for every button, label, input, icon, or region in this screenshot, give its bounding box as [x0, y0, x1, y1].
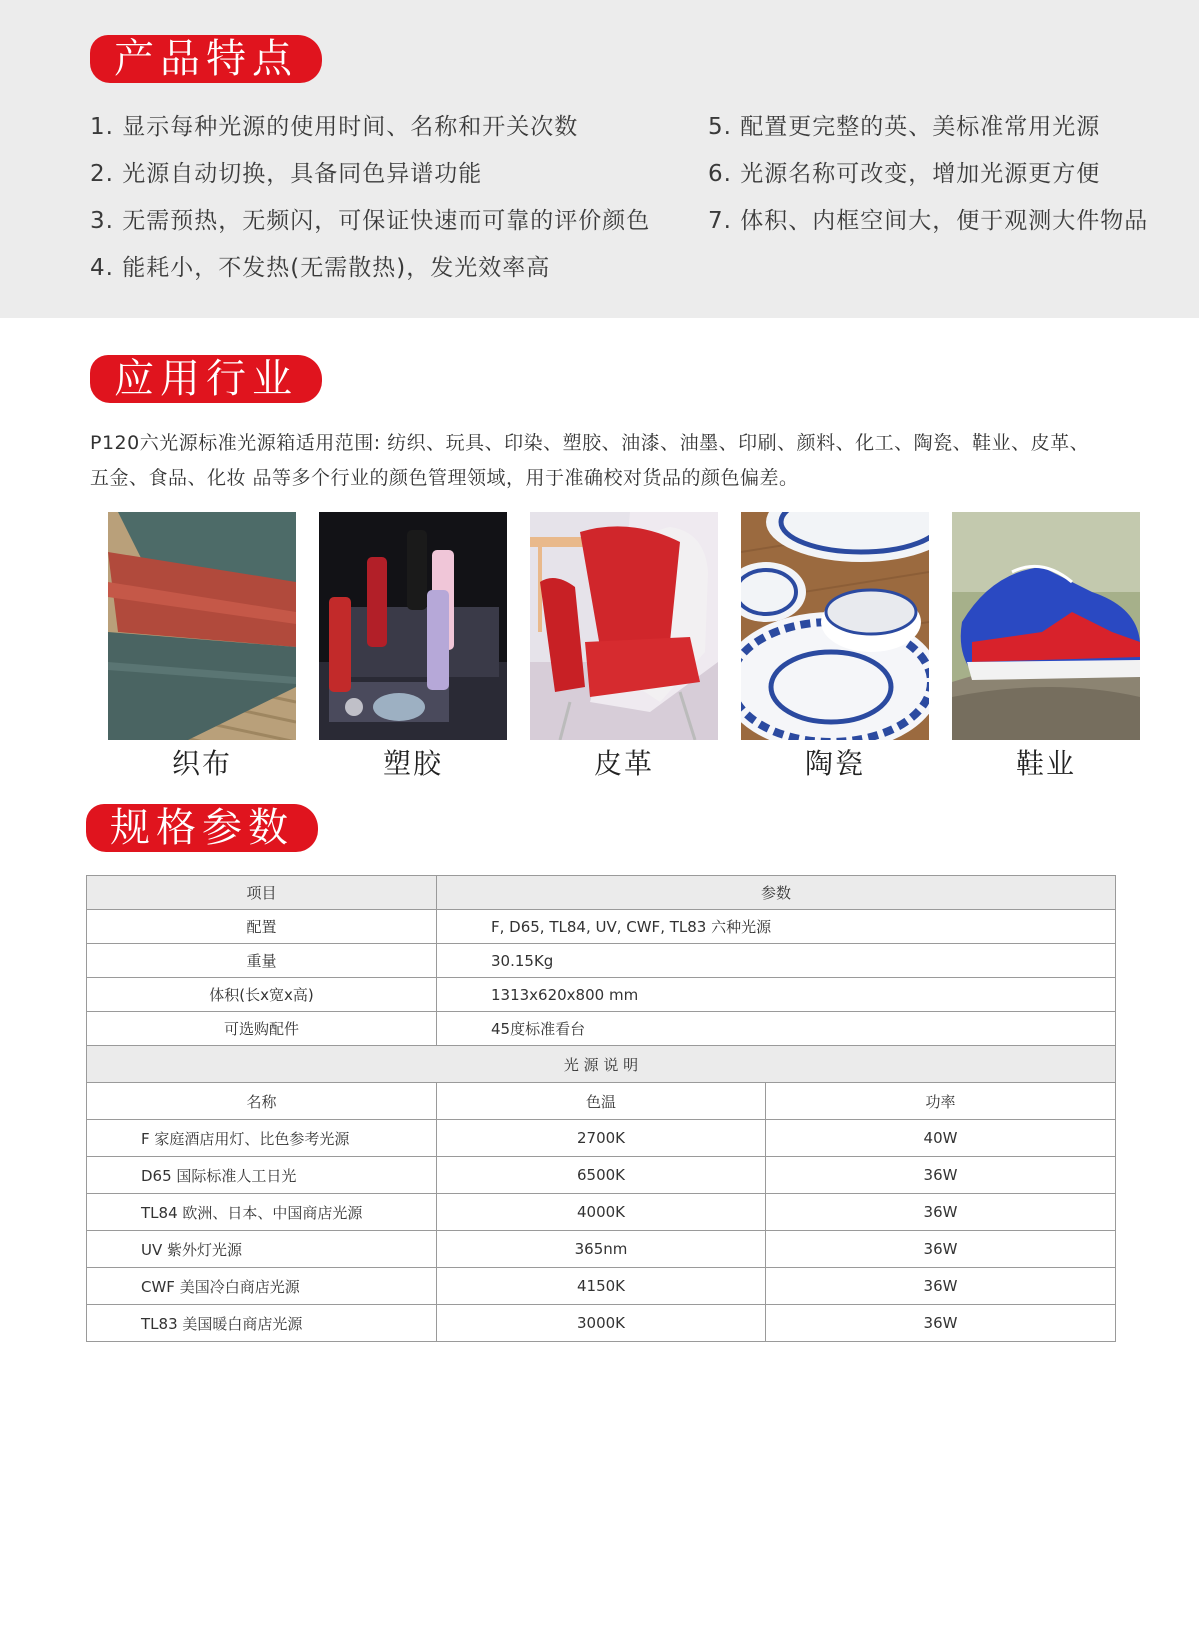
table-row [87, 1194, 1116, 1231]
table-row [87, 944, 1116, 978]
intro-line: 五金、食品、化妆 品等多个行业的颜色管理领域，用于准确校对货品的颜色偏差。 [90, 467, 799, 489]
light-header-temp: 色温 [437, 1083, 766, 1120]
light-temp: 2700K [437, 1120, 766, 1157]
leather-photo [530, 512, 718, 740]
feature-item: 2. 光源自动切换，具备同色异谱功能 [90, 161, 483, 187]
feature-item: 6. 光源名称可改变，增加光源更方便 [708, 161, 1101, 187]
light-name: F 家庭酒店用灯、比色参考光源 [87, 1120, 437, 1157]
table-row [87, 1157, 1116, 1194]
features-right-list [708, 104, 1148, 245]
spec-item: 可选购配件 [87, 1012, 437, 1046]
spec-value: 1313x620x800 mm [437, 978, 1116, 1012]
light-header-power: 功率 [766, 1083, 1116, 1120]
industry-label: 鞋业 [1015, 747, 1076, 780]
table-row [87, 1231, 1116, 1268]
spec-item: 体积(长x宽x高) [87, 978, 437, 1012]
shoes-photo [952, 512, 1140, 740]
specs-heading: 规格参数 [86, 804, 318, 852]
light-temp: 4150K [437, 1268, 766, 1305]
light-name: UV 紫外灯光源 [87, 1231, 437, 1268]
applications-heading: 应用行业 [90, 355, 322, 403]
industry-label: 皮革 [593, 747, 654, 780]
applications-intro [90, 426, 1150, 496]
light-temp: 4000K [437, 1194, 766, 1231]
light-power: 36W [766, 1231, 1116, 1268]
header-item: 项目 [87, 876, 437, 910]
light-power: 36W [766, 1157, 1116, 1194]
light-power: 36W [766, 1305, 1116, 1342]
industry-label: 塑胶 [382, 747, 443, 780]
light-header-name: 名称 [87, 1083, 437, 1120]
light-name: D65 国际标准人工日光 [87, 1157, 437, 1194]
industry-label: 陶瓷 [804, 747, 865, 780]
industry-gallery [108, 512, 1148, 782]
light-name: TL84 欧洲、日本、中国商店光源 [87, 1194, 437, 1231]
light-temp: 3000K [437, 1305, 766, 1342]
light-section-title: 光 源 说 明 [87, 1046, 1116, 1083]
spec-item: 配置 [87, 910, 437, 944]
table-row [87, 1120, 1116, 1157]
light-temp: 365nm [437, 1231, 766, 1268]
feature-item: 7. 体积、内框空间大，便于观测大件物品 [708, 208, 1149, 234]
feature-item: 4. 能耗小，不发热(无需散热)，发光效率高 [90, 255, 551, 281]
table-row [87, 1305, 1116, 1342]
light-name: TL83 美国暖白商店光源 [87, 1305, 437, 1342]
intro-line: P120六光源标准光源箱适用范围: 纺织、玩具、印染、塑胶、油漆、油墨、印刷、颜料、化工、陶瓷、鞋业、皮革、 [90, 432, 1090, 454]
light-section-row [87, 1046, 1116, 1083]
spec-item: 重量 [87, 944, 437, 978]
table-row [87, 1268, 1116, 1305]
features-left-list [90, 104, 650, 292]
spec-value: F, D65, TL84, UV, CWF, TL83 六种光源 [437, 910, 1116, 944]
feature-item: 5. 配置更完整的英、美标准常用光源 [708, 114, 1101, 140]
light-header-row [87, 1083, 1116, 1120]
table-row [87, 910, 1116, 944]
feature-item: 1. 显示每种光源的使用时间、名称和开关次数 [90, 114, 579, 140]
table-row [87, 978, 1116, 1012]
table-row [87, 1012, 1116, 1046]
textile-photo [108, 512, 296, 740]
light-power: 36W [766, 1194, 1116, 1231]
ceramic-photo [741, 512, 929, 740]
feature-item: 3. 无需预热，无频闪，可保证快速而可靠的评价颜色 [90, 208, 651, 234]
spec-value: 45度标准看台 [437, 1012, 1116, 1046]
spec-value: 30.15Kg [437, 944, 1116, 978]
light-temp: 6500K [437, 1157, 766, 1194]
light-name: CWF 美国冷白商店光源 [87, 1268, 437, 1305]
light-power: 36W [766, 1268, 1116, 1305]
header-param: 参数 [437, 876, 1116, 910]
light-power: 40W [766, 1120, 1116, 1157]
spec-header-row [87, 876, 1116, 910]
industry-label: 织布 [171, 747, 232, 780]
spec-table [86, 875, 1116, 1342]
plastic-photo [319, 512, 507, 740]
features-heading: 产品特点 [90, 35, 322, 83]
